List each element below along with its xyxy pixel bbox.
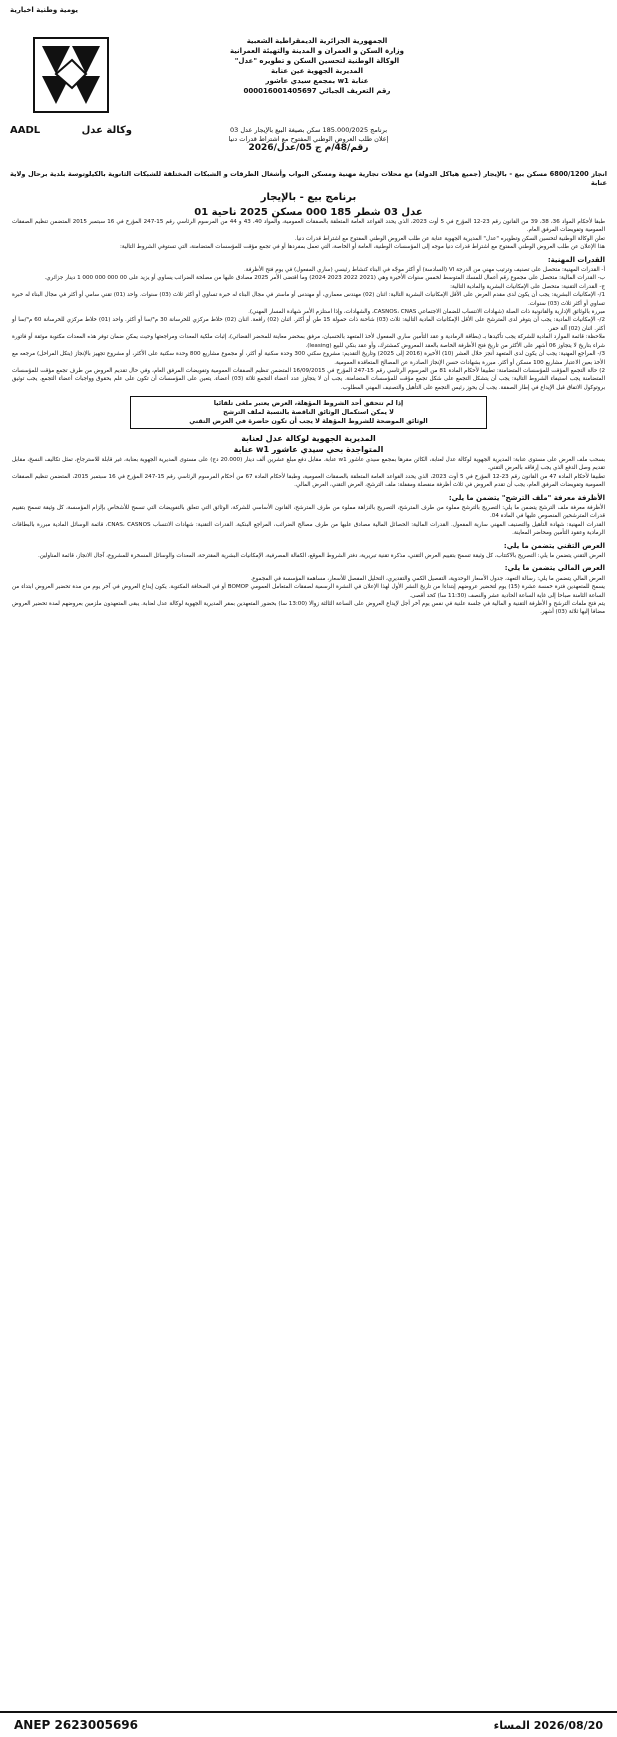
paragraph: أ- القدرات المهنية: متحصل على تصنيف وترتيب مهني من الدرجة VI (السادسة) أو أكثر موجّه في البناء كنشاط رئيسي (ساري المفعول) في يوم فتح الأظرفة. [243, 267, 605, 274]
directorate-line: المديرية الجهوية عين عنابة [271, 67, 363, 75]
paragraph: 2/- الإمكانيات المادية: يجب أن يتوفر لدى المترشح على الأقل الإمكانيات المادية التالية: ثلاث (03) شاحنة ذات حمولة 15 طن أو أكثر. اثنان (02) رافعة. اثنان (02) خلاط مركزي للخرسانة 30 م³/سا أو أكثر. واحد (01) خلاط مركزي للخرسانة 60 م³/سا أو أكثر. اثنان (02) آلة حفر. [12, 317, 605, 332]
regional-directorate-heading: المديرية الجهوية لوكالة عدل لعنابة [241, 434, 376, 444]
anep-reference: ANEP 2623005696 [14, 1718, 138, 1732]
paragraph: تعلن الوكالة الوطنية لتحسين السكن وتطويره "عدل" المديرية الجهوية عنابة عن طلب العروض الوطني المفتوح مع اشتراط قدرات دنيا. [294, 235, 605, 242]
logo-latin-text: AADL [10, 125, 41, 136]
footer-date: 2026/08/20 [533, 1718, 603, 1732]
footer-newspaper-name: المساء [493, 1718, 530, 1732]
top-strip-text: يومية وطنية اخبارية [10, 6, 79, 14]
tax-id-line: رقم التعريف الجبائي 000016001405697 [243, 87, 391, 95]
paragraph: الأظرفة معرفة ملف الترشح يتضمن ما يلي: التصريح بالترشح مملوء من طرف المترشح، التصريح بالنزاهة مملوء من طرف المترشح، القانون الأساسي للشركة، الوثائق التي تتعلق بالتفويضات التي تسمح للأشخاص بإلزام المؤسسة، كل وثيقة تسمح بتقييم قدرات المترشحين المنصوص عليها في المادة 04. [12, 504, 605, 520]
paragraph: طبقا لأحكام المواد 36، 38، 39 من القانون رقم 23-12 المؤرخ في 5 أوت 2023، الذي يحدد القواعد العامة المتعلقة بالصفقات العمومية، والمواد 40، 43 و 44 من المرسوم الرئاسي رقم 15-247 المؤرخ في 16 سبتمبر 2015 المتضمن تنظيم الصفقات العمومية وتفويضات المرفق العام. [12, 219, 606, 234]
program-subtitle: عدل 03 شطر 185 000 مسكن 2025 ناحية 01 [194, 207, 423, 218]
paragraph: ج- القدرات التقنية: متحصل على الإمكانيات البشرية والمادية التالية: [450, 283, 605, 290]
logo-arabic-text: وكالة عدل [81, 125, 132, 136]
paragraph: تطبيقا لأحكام المادة 47 من القانون رقم 23-12 المؤرخ في 5 أوت 2023، الذي يحدد القواعد العامة المتعلقة بالصفقات العمومية، وطبقا لأحكام المادة 67 من أحكام المرسوم الرئاسي رقم 15-247 المؤرخ في 16 سبتمبر 2015، المتضمن تنظيم الصفقات العمومية وتفويضات المرفق العام، يجب أن تقدم العروض في ثلاث أظرفة منفصلة ومقفلة: ملف الترشح، العرض التقني، العرض المالي. [12, 473, 605, 489]
tender-reference [150, 126, 467, 153]
box-note: إذا لم تتحقق أحد الشروط المؤهلة، العرض يعتبر ملغى تلقائيا [213, 399, 404, 408]
paragraph: العرض التقني يتضمن ما يلي: التصريح بالاكتتاب، كل وثيقة تسمح بتقييم العرض التقني، مذكرة تقنية تبريرية، دفتر الشروط الموقع، الكفالة المصرفية، الإمكانيات البشرية المقترحة، المعدات والوسائل المسخرة للمشروع، آجال الانجاز، قائمة المناولين. [37, 553, 605, 559]
box-note: الوثائق الموضحة للشروط المؤهلة لا يجب أن تكون حاضرة في العرض التقني [189, 417, 428, 426]
paragraph: يتم فتح ملفات الترشح و الأظرفة التقنية و المالية في جلسة علنية في نفس يوم آخر أجل لإيداع العروض على الساعة الثالثة زوالا (13:00 سا) بحضور المتعهدين بمقر المديرية الجهوية لوكالة عدل لعنابة. يبقى المتعهدون ملزمين بعروضهم لمدة تحضير العروض مضافا إليها ثلاثة (03) أشهر. [12, 601, 605, 616]
paragraph: بسحب ملف العرض على مستوى عنابة: المديرية الجهوية لوكالة عدل لعنابة، الكائن مقرها بمجمع سيدي عاشور w1 عنابة. مقابل دفع مبلغ عشرين ألف دينار (20.000 دج) على مستوى المديرية الجهوية بعنابة، غير قابلة للاسترجاع، تمثل تكاليف النسخ، مقابل تقديم وصل الدفع الذي يجب إرفاقه بالعرض التقني. [12, 456, 606, 472]
top-strip [10, 6, 607, 16]
paragraph: القدرات المهنية: شهادة التأهيل والتصنيف المهني سارية المفعول. القدرات المالية: الحصائل المالية مصادق عليها من طرف مصالح الضرائب، المراجع البنكية. القدرات التقنية: شهادات الانتساب CNAS، CASNOS، قائمة الوسائل المادية مبررة بالبطاقات الرمادية وعقود التأمين ومحاضر المعاينة. [12, 521, 605, 537]
page-footer [0, 1711, 617, 1737]
paragraph: ب- القدرات المالية: متحصل على مجموع رقم أعمال للمسك المتوسط لخمس سنوات الأخيرة وهي (2021 2022 2023 2024) وما اقتضى الأمر 2025 مصادق عليها من مصلحة الضرائب يساوي أو يزيد على 00 000 000 000 1 دينار جزائري. [44, 275, 605, 282]
notice-body [12, 218, 605, 392]
agency-line: الوكالة الوطنية لتحسين السكن و تطويره "عدل" [234, 57, 400, 65]
address-line: عنابة w1 بمجمع سيدي عاشور [265, 77, 369, 85]
ministry-lines [187, 36, 447, 96]
paragraph: 2) حالة التجمع المؤقت للمؤسسات المتضامنة: تطبيقا لأحكام المادة 81 من المرسوم الرئاسي رقم 15-247 المؤرخ في 16/09/2015 المتضمن تنظيم الصفقات العمومية وتفويضات المرفق العام، وفي حال تقديم العروض من طرف تجمع مؤقت للمؤسسات المتضامنة يجب استيفاء الشروط التالية: يجب أن يتشكل التجمع على شكل تجمع مؤقت للمؤسسات المتضامنة. يجب أن لا يتجاوز عدد أعضاء التجمع ثلاثة (03) أعضاء. يتعين على المؤسسات أن تكون على علم بحقوق وواجبات أعضاء التجمع. يجب توثيق بروتوكول الاتفاق قبل الإيداع في إطار الصفقة. يجب أن يحوز رئيس التجمع على التأهيل والتصنيف المهني المطلوب. [12, 367, 605, 391]
candidature-heading: الأظرفة معرفة "ملف الترشح" يتضمن ما يلي: [448, 493, 605, 502]
paragraph: هذا الإعلان عن طلب العروض الوطني المفتوح مع اشتراط قدرات دنيا موجه إلى المؤسسات الوطنية، العامة أو الخاصة، التي تعمل بمفردها أو في تجمع مؤقت للمؤسسات المتضامنة، التي تستوفي الشروط التالية: [119, 244, 605, 251]
program-line: برنامج 185.000/2025 سكن بصيغة البيع بالإيجار عدل 03 [229, 126, 388, 134]
paragraph: ملاحظة: قائمة الموارد المادية للشركة يجب تأكيدها بـ (بطاقة الرمادية و عقد التأمين ساري المفعول لأخذ المتعهد بالحسبان، مرفق بمحضر معاينة للمحضر القضائي)، إثبات ملكية المعدات ومراجعتها وحيث يمكن ضمان توفر هذه المعدات مكتوبة موثقة أو فاتورة شراء بتاريخ لا يتجاوز 06 أشهر على الأكثر من تاريخ فتح الأظرفة الخاصة بالعقد المعروض كمشترك، وأو عقد بنكي للبيع (leasing). [12, 334, 605, 349]
paragraph: 3/- المراجع المهنية: يجب أن يكون لدى المتعهد أنجز خلال العشر (10) الأخيرة (2016 إلى 2025) وتاريخ التقديم: مشروع سكني 300 وحدة سكنية أو أكثر، أو مجموع مشاريع 800 وحدة سكنية على الأكثر، أو مشروع تجهيز بالإنجاز (ينكل المراحل) مرجعه مع الأخذ بعين الاعتبار مشاريع 100 مسكن أو أكثر. مبررة بشهادات حسن الإنجاز الصادرة عن المصالح المتعاقدة العمومية. [12, 351, 605, 366]
conditions-heading: القدرات المهنية: [547, 255, 605, 264]
eligibility-notes-box [130, 396, 487, 429]
financial-offer-heading: العرض المالي يتضمن ما يلي: [504, 564, 605, 573]
paragraph: 1/- الإمكانيات البشرية: يجب أن يكون لدى مقدم العرض على الأقل الإمكانيات البشرية التالية: اثنان (02) مهندس معماري، أو مهندس أو ماستر في مجال البناء له خبرة تساوي أو أكثر ثلاث (03) سنوات. واحد (01) تقني سامي أو أكثر في مجال البناء له خبرة تساوي أو أكثر ثلاث (03) سنوات. [12, 292, 605, 307]
notice-body-continued [12, 435, 605, 617]
notice-titles [10, 170, 607, 218]
paragraph: العرض المالي يتضمن ما يلي: رسالة التعهد، جدول الأسعار الوحدوية، التفصيل الكمي والتقديري، التحليل المفصل للأسعار، مساهمة المؤسسة في المجموع. [250, 575, 605, 582]
lot-title: انجاز 6800/1200 مسكن بيع - بالإيجار (جميع هياكل الدولة) مع محلات تجارية مهنية ومسكن البواب وأشغال الطرقات و الشبكات المختلفة للشبكات الثانوية بالكيلوتوسة بلدية برحال ولاية عنابة [10, 170, 607, 187]
paragraph: يسمح للمتعهدين فترة خمسة عشرة (15) يوم لتحضير عروضهم إبتداءا من تاريخ النشر الأول لهذا الإعلان في النشرة الرسمية لصفقات المتعامل العمومي BOMOP أو في الصحافة المكتوبة. يكون إيداع العروض في آخر يوم من مدة تحضير العروض ابتداء من الساعة الثامنة صباحا إلى غاية الساعة الحادية عشر والنصف (11:30 سا) كحد أقصى. [12, 584, 605, 599]
call-type-line: إعلان طلب العروض الوطني المفتوح مع اشتراط قدرات دنيا [228, 135, 389, 143]
ministry-line: وزارة السكن و العمران و المدينة والتهيئة العمرانية [229, 47, 405, 55]
program-title: برنامج بيع - بالإيجار [260, 192, 357, 203]
reference-number: رقم/48/م ج 05/عدل/2026 [248, 143, 369, 153]
footer-date-block [494, 1719, 603, 1732]
site-heading: المتواجدة بحي سيدي عاشور w1 عنابة [233, 444, 384, 454]
aadl-emblem-icon [32, 36, 110, 114]
aadl-logo [10, 36, 132, 136]
paragraph: مبررة بالوثائق الإدارية والقانونية ذات الصلة (شهادات الانتساب للضمان الاجتماعي CASNOS، CNAS، والشهادات، وإذا استلزم الأمر شهادة المسار المهني). [248, 309, 605, 316]
republic-line: الجمهورية الجزائرية الديمقراطية الشعبية [246, 37, 388, 45]
box-note: لا يمكن استكمال الوثائق الناقصة بالنسبة لملف الترشح [223, 408, 394, 417]
notice-header [10, 22, 607, 153]
technical-offer-heading: العرض التقني يتضمن ما يلي: [503, 541, 605, 550]
